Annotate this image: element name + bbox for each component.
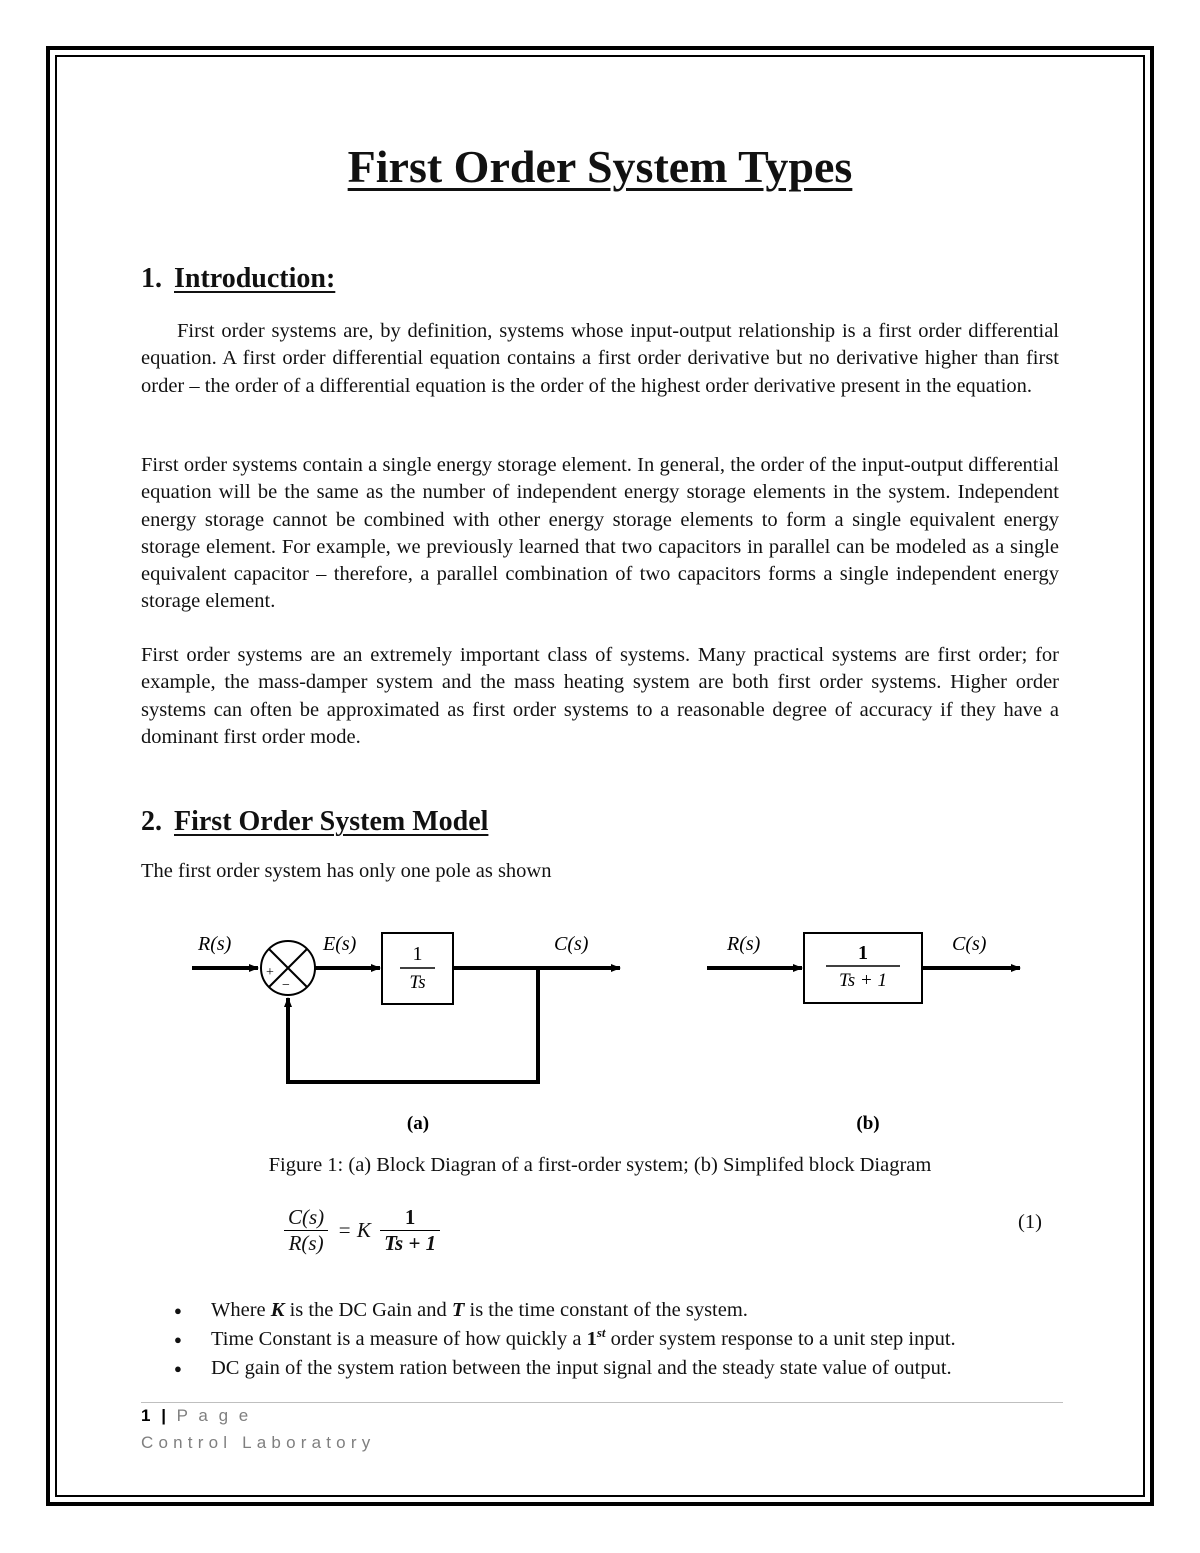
section-heading-model	[141, 806, 488, 838]
plus-sign: +	[266, 965, 274, 980]
symbol-t: T	[451, 1299, 465, 1321]
output-label-b: C(s)	[952, 933, 987, 955]
equation-rhs-numerator: 1	[380, 1205, 440, 1231]
input-label-a: R(s)	[198, 933, 232, 955]
list-item: ● Time Constant is a measure of how quickly a 1st order system response to a unit step input.	[172, 1325, 956, 1354]
equation-lhs-numerator: C(s)	[284, 1205, 328, 1231]
footer-lab-name: Control Laboratory	[141, 1433, 376, 1452]
input-label-b: R(s)	[727, 933, 761, 955]
equation-rhs	[380, 1205, 440, 1256]
intro-paragraph-1: First order systems are, by definition, systems whose input-output relationship is a first order differential equation. A first order differential equation contains a first order derivative but no derivative higher than first order – the order of a differential equation is the order of the highest order derivative present in the equation.	[141, 320, 1059, 397]
minus-sign: −	[282, 978, 290, 993]
block-diagrams	[0, 900, 1200, 1140]
equation-rhs-denominator: Ts + 1	[384, 1231, 437, 1255]
block-a-numerator: 1	[412, 943, 423, 965]
section-number: 2.	[141, 806, 162, 837]
intro-paragraph-3: First order systems are an extremely important class of systems. Many practical systems are first order; for example, the mass-damper system and the mass heating system are both first order systems. Higher order systems can often be approximated as first order systems to a reasonable degree of accuracy if they have a dominant first order mode.	[141, 644, 1059, 748]
footer-page-number: 1 | P a g e	[141, 1406, 252, 1425]
diagram-a-label: (a)	[406, 1113, 430, 1134]
intro-paragraph-2: First order systems contain a single energy storage element. In general, the order of the input-output differential equation will be the same as the number of independent energy storage elements in the system. Independent energy storage cannot be combined with other energy storage elements to form a single equivalent energy storage element. For example, we previously learned that two capacitors in parallel can be modeled as a single equivalent capacitor – therefore, a parallel combination of two capacitors forms a single independent energy storage element.	[141, 454, 1059, 613]
equation-lhs-denominator: R(s)	[288, 1231, 324, 1255]
bullet-list	[172, 1296, 956, 1383]
figure-caption: Figure 1: (a) Block Diagran of a first-order system; (b) Simplifed block Diagram	[268, 1154, 932, 1176]
output-label-a: C(s)	[554, 933, 589, 955]
equation-gain: = K	[337, 1218, 371, 1242]
block-b-denominator: Ts + 1	[838, 970, 888, 991]
equation-lhs	[284, 1205, 328, 1256]
list-item: ● DC gain of the system ration between the input signal and the steady state value of output.	[172, 1354, 956, 1383]
equation-number: (1)	[1018, 1211, 1042, 1233]
section-heading-introduction	[141, 263, 335, 295]
diagram-b	[707, 933, 1020, 1134]
error-label: E(s)	[323, 933, 357, 955]
model-intro-text: The first order system has only one pole as shown	[141, 860, 552, 882]
section-title: Introduction:	[174, 263, 336, 294]
diagram-a	[192, 933, 620, 1134]
section-number: 1.	[141, 263, 162, 294]
diagram-b-label: (b)	[856, 1113, 880, 1134]
list-item: ● Where K is the DC Gain and T is the time constant of the system.	[172, 1296, 956, 1325]
section-title: First Order System Model	[174, 806, 489, 837]
transfer-function-equation	[284, 1205, 440, 1256]
block-b-numerator: 1	[858, 942, 868, 964]
symbol-k: K	[270, 1299, 285, 1321]
footer-divider	[141, 1402, 1063, 1403]
document-title: First Order System Types	[347, 141, 853, 192]
block-a-denominator: Ts	[409, 972, 426, 993]
